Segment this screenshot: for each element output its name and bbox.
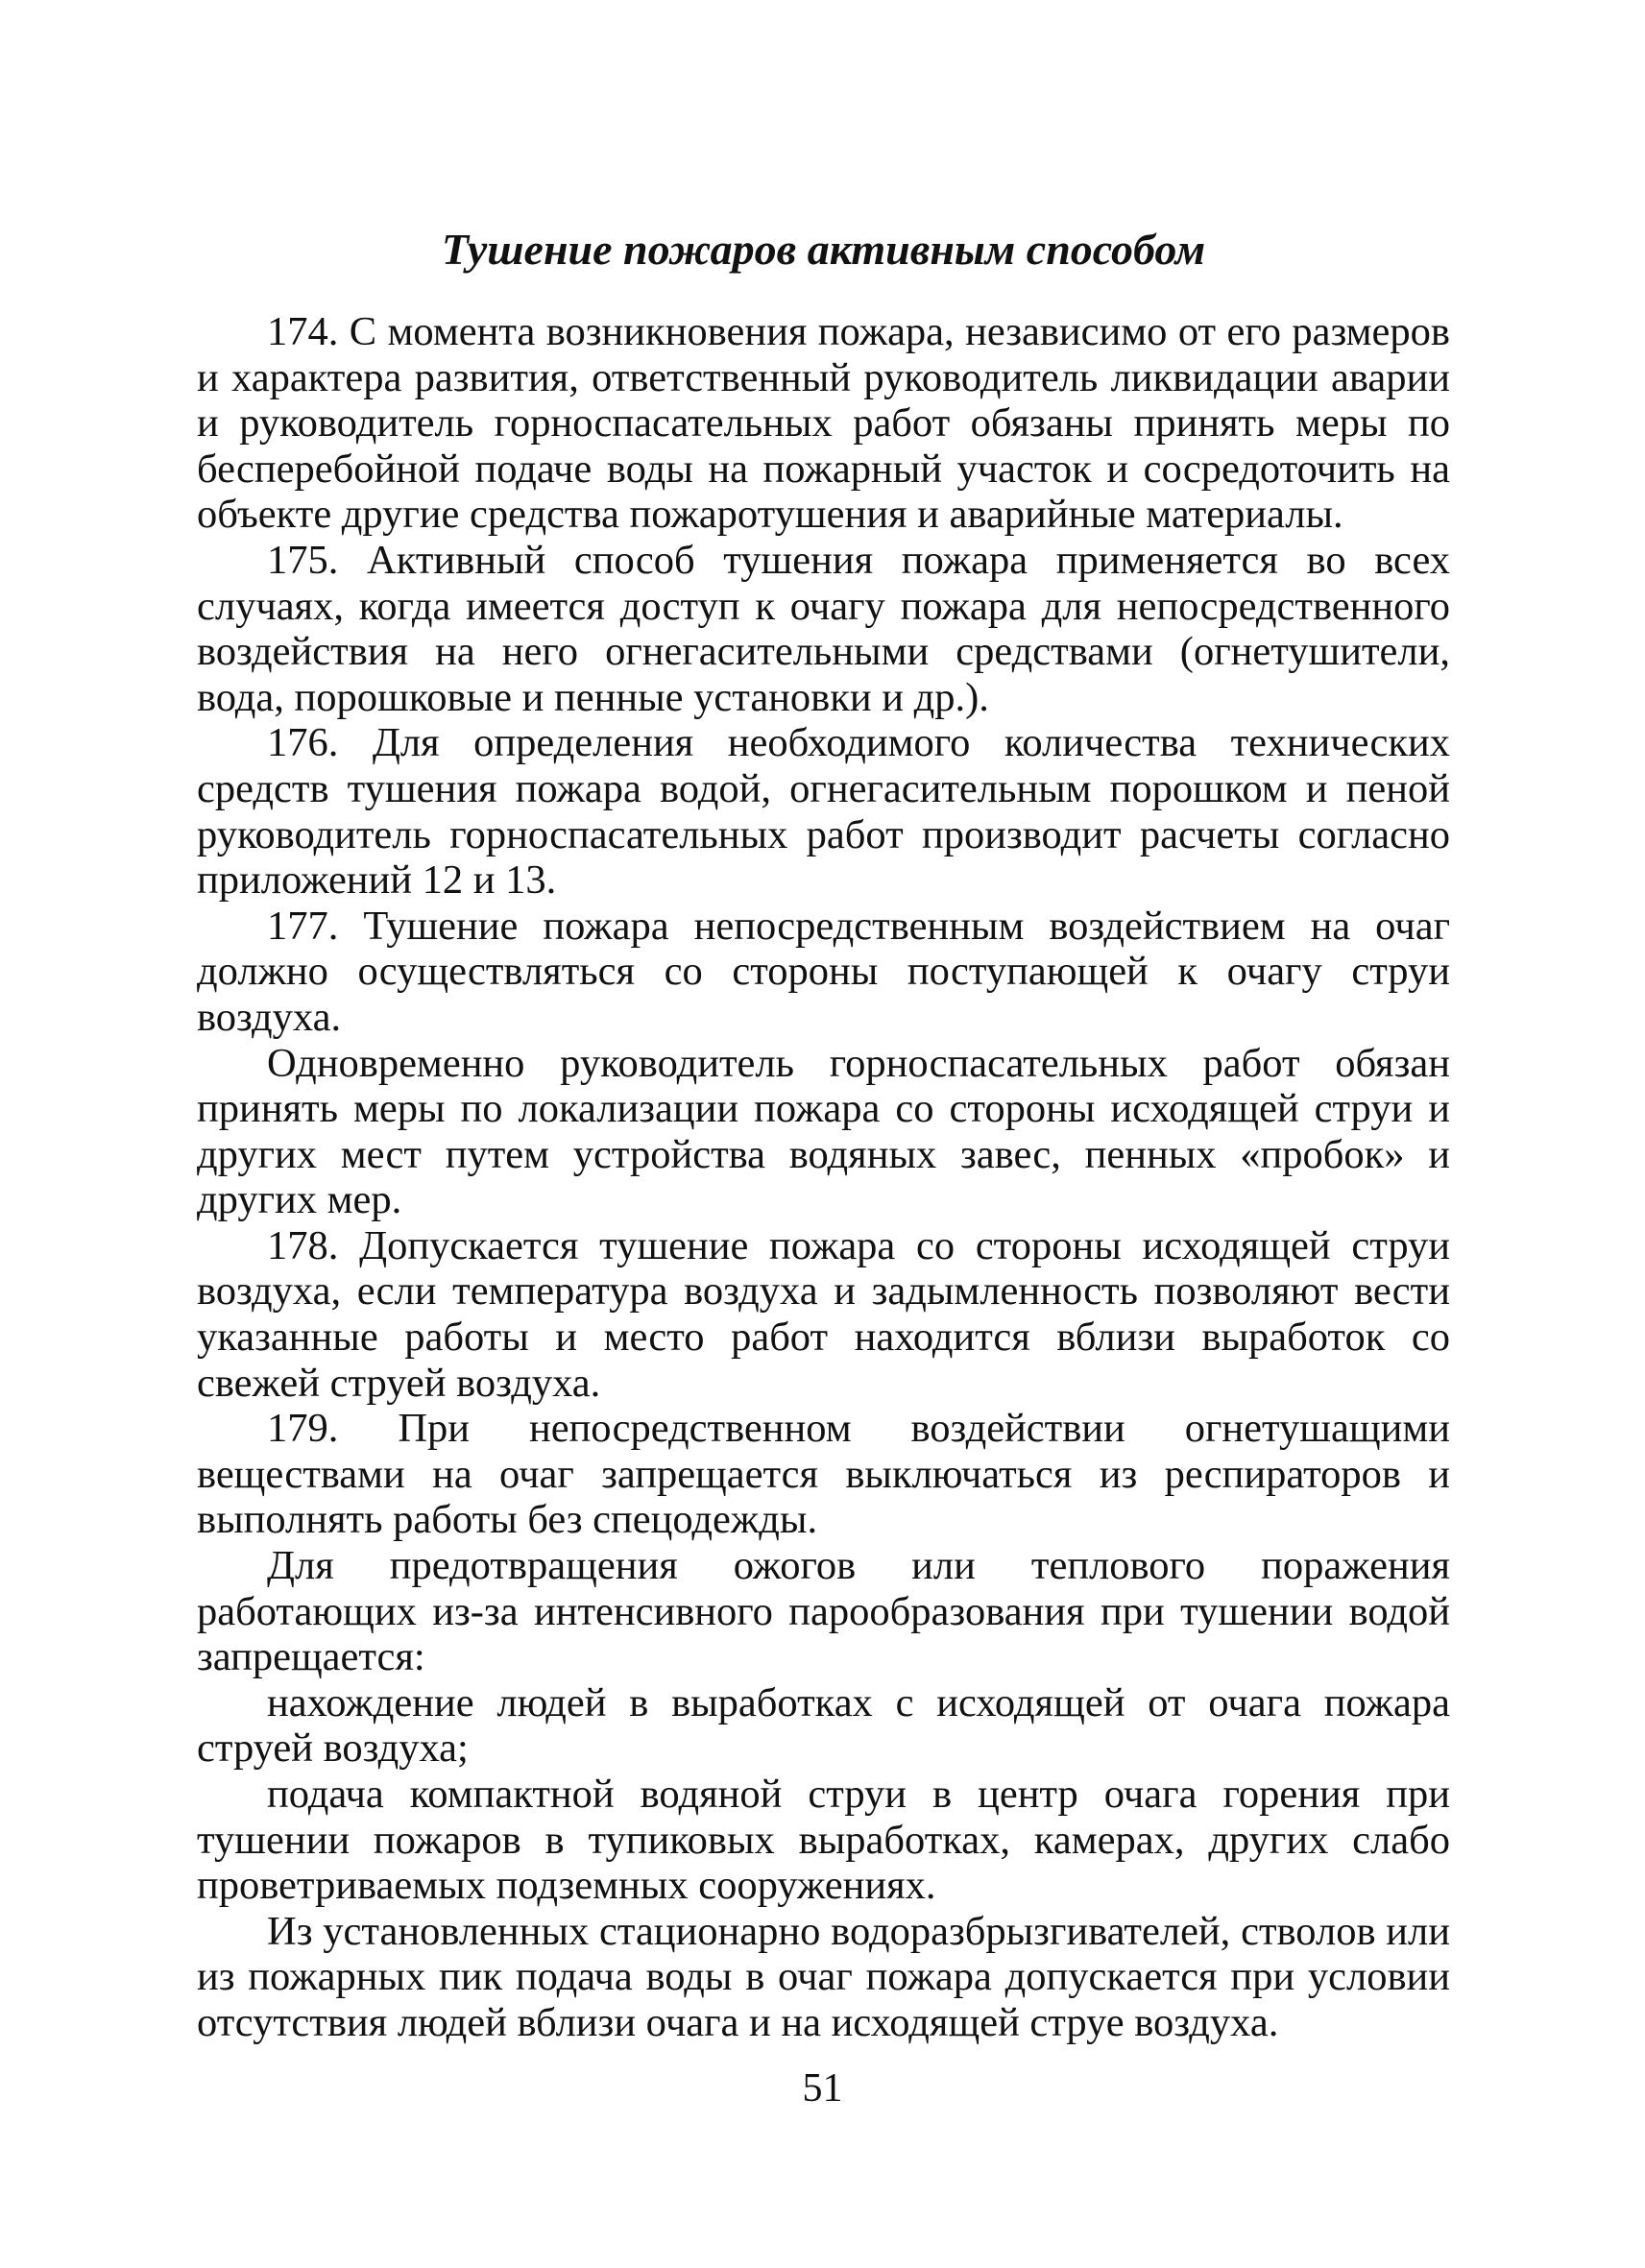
paragraph-177-continuation: Одновременно руководитель горноспасательных работ обязан принять меры по локализации пожара со стороны исходящей струи и других мест путем устройства водяных завес, пенных «пробок» и других мер. [197, 1040, 1450, 1223]
paragraph-174: 174. С момента возникновения пожара, независимо от его размеров и характера развития, ответственный руководитель ликвидации аварии и руководитель горноспасательных работ обязаны принять меры по бесперебойной подаче воды на пожарный участок и сосредоточить на объекте другие средства пожаротушения и аварийные материалы. [197, 309, 1450, 538]
paragraph-176: 176. Для определения необходимого количества технических средств тушения пожара водой, огнегасительным порошком и пеной руководитель горноспасательных работ производит расчеты согласно приложений 12 и 13. [197, 720, 1450, 904]
list-item-people-in-workings: нахождение людей в выработках с исходящей от очага пожара струей воздуха; [197, 1679, 1450, 1772]
paragraph-175: 175. Активный способ тушения пожара применяется во всех случаях, когда имеется доступ к очагу пожара для непосредственного воздействия на него огнегасительными средствами (огнетушители, вода, порошковые и пенные установки и др.). [197, 537, 1450, 720]
document-page [197, 223, 1450, 2046]
page-number: 51 [802, 2066, 843, 2111]
paragraph-177: 177. Тушение пожара непосредственным воздействием на очаг должно осуществляться со стороны поступающей к очагу струи воздуха. [197, 903, 1450, 1040]
paragraph-burn-prevention: Для предотвращения ожогов или теплового поражения работающих из-за интенсивного парообразования при тушении водой запрещается: [197, 1543, 1450, 1680]
paragraph-179: 179. При непосредственном воздействии огнетушащими веществами на очаг запрещается выключаться из респираторов и выполнять работы без спецодежды. [197, 1406, 1450, 1543]
list-item-compact-water-jet: подача компактной водяной струи в центр очага горения при тушении пожаров в тупиковых выработках, камерах, других слабо проветриваемых подземных сооружениях. [197, 1772, 1450, 1909]
section-title: Тушение пожаров активным способом [441, 225, 1206, 274]
paragraph-water-supply: Из установленных стационарно водоразбрызгивателей, стволов или из пожарных пик подача воды в очаг пожара допускается при условии отсутствия людей вблизи очага и на исходящей струе воздуха. [197, 1908, 1450, 2045]
paragraph-178: 178. Допускается тушение пожара со стороны исходящей струи воздуха, если температура воздуха и задымленность позволяют вести указанные работы и место работ находится вблизи выработок со свежей струей воздуха. [197, 1222, 1450, 1406]
